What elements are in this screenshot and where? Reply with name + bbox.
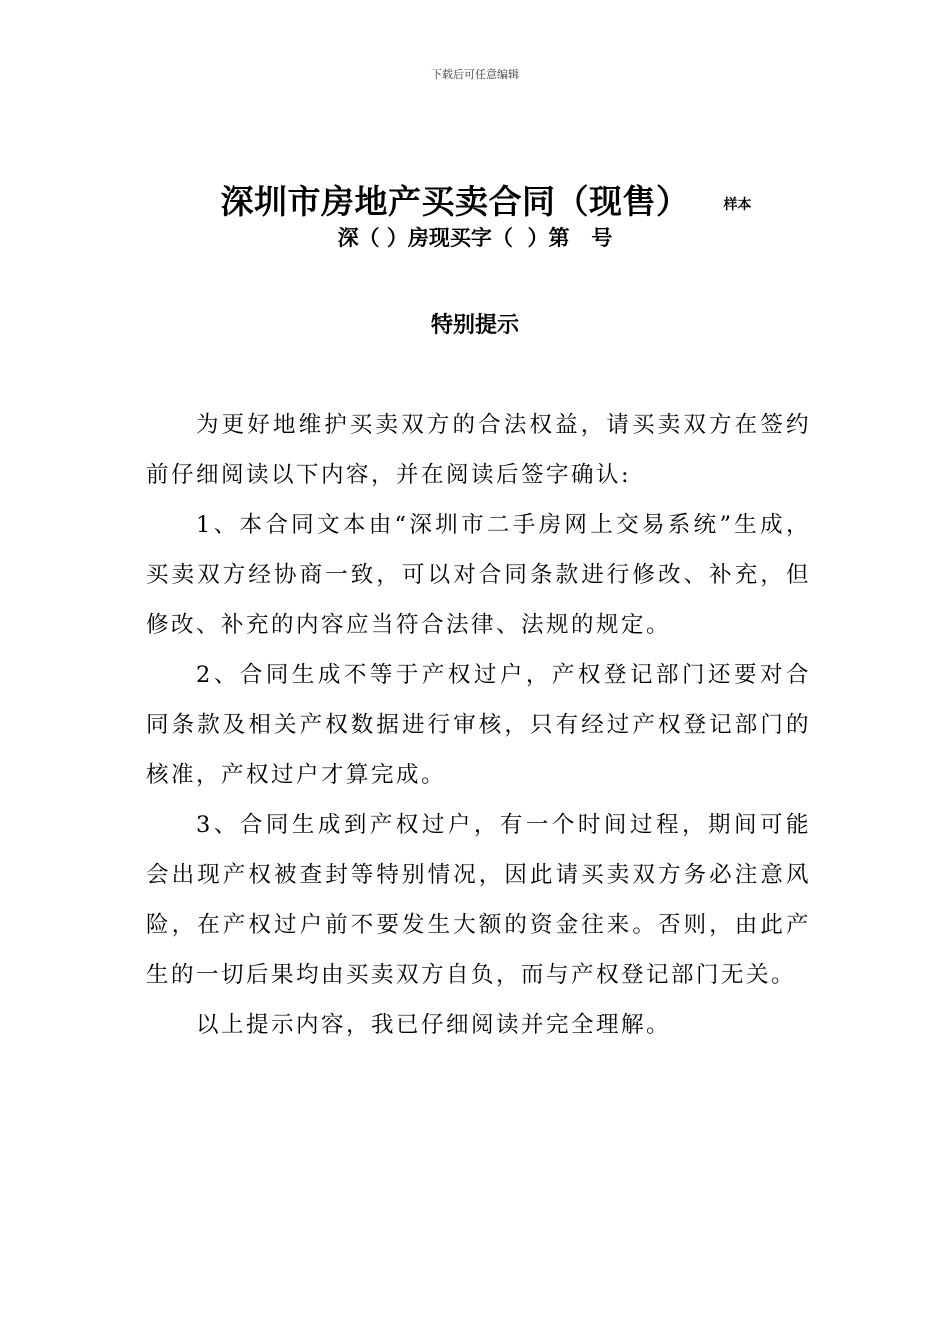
notice-paragraph-2: 2、合同生成不等于产权过户，产权登记部门还要对合同条款及相关产权数据进行审核，只有经过产权登记部门的核准，产权过户才算完成。 <box>146 662 811 788</box>
document-title: 深圳市房地产买卖合同（现售） <box>220 182 690 221</box>
section-title: 特别提示 <box>430 313 519 338</box>
notice-paragraph-1: 1、本合同文本由“深圳市二手房网上交易系统”生成，买卖双方经协商一致，可以对合同条款进行修改、补充，但修改、补充的内容应当符合法律、法规的规定。 <box>146 512 811 638</box>
notice-paragraph-acknowledgement: 以上提示内容，我已仔细阅读并完全理解。 <box>196 1012 672 1038</box>
page-header-note: 下载后可任意编辑 <box>431 68 519 81</box>
contract-number: 深（ ）房现买字（ ）第 号 <box>337 226 613 250</box>
notice-paragraph-3: 3、合同生成到产权过户，有一个时间过程，期间可能会出现产权被查封等特别情况，因此请买卖双方务必注意风险，在产权过户前不要发生大额的资金往来。否则，由此产生的一切后果均由买卖双方自负，而与产权登记部门无关。 <box>146 812 811 988</box>
notice-body <box>146 400 811 1050</box>
sample-tag: 样本 <box>723 197 752 213</box>
notice-paragraph-intro: 为更好地维护买卖双方的合法权益，请买卖双方在签约前仔细阅读以下内容，并在阅读后签字确认: <box>146 412 811 488</box>
title-row <box>0 176 950 223</box>
